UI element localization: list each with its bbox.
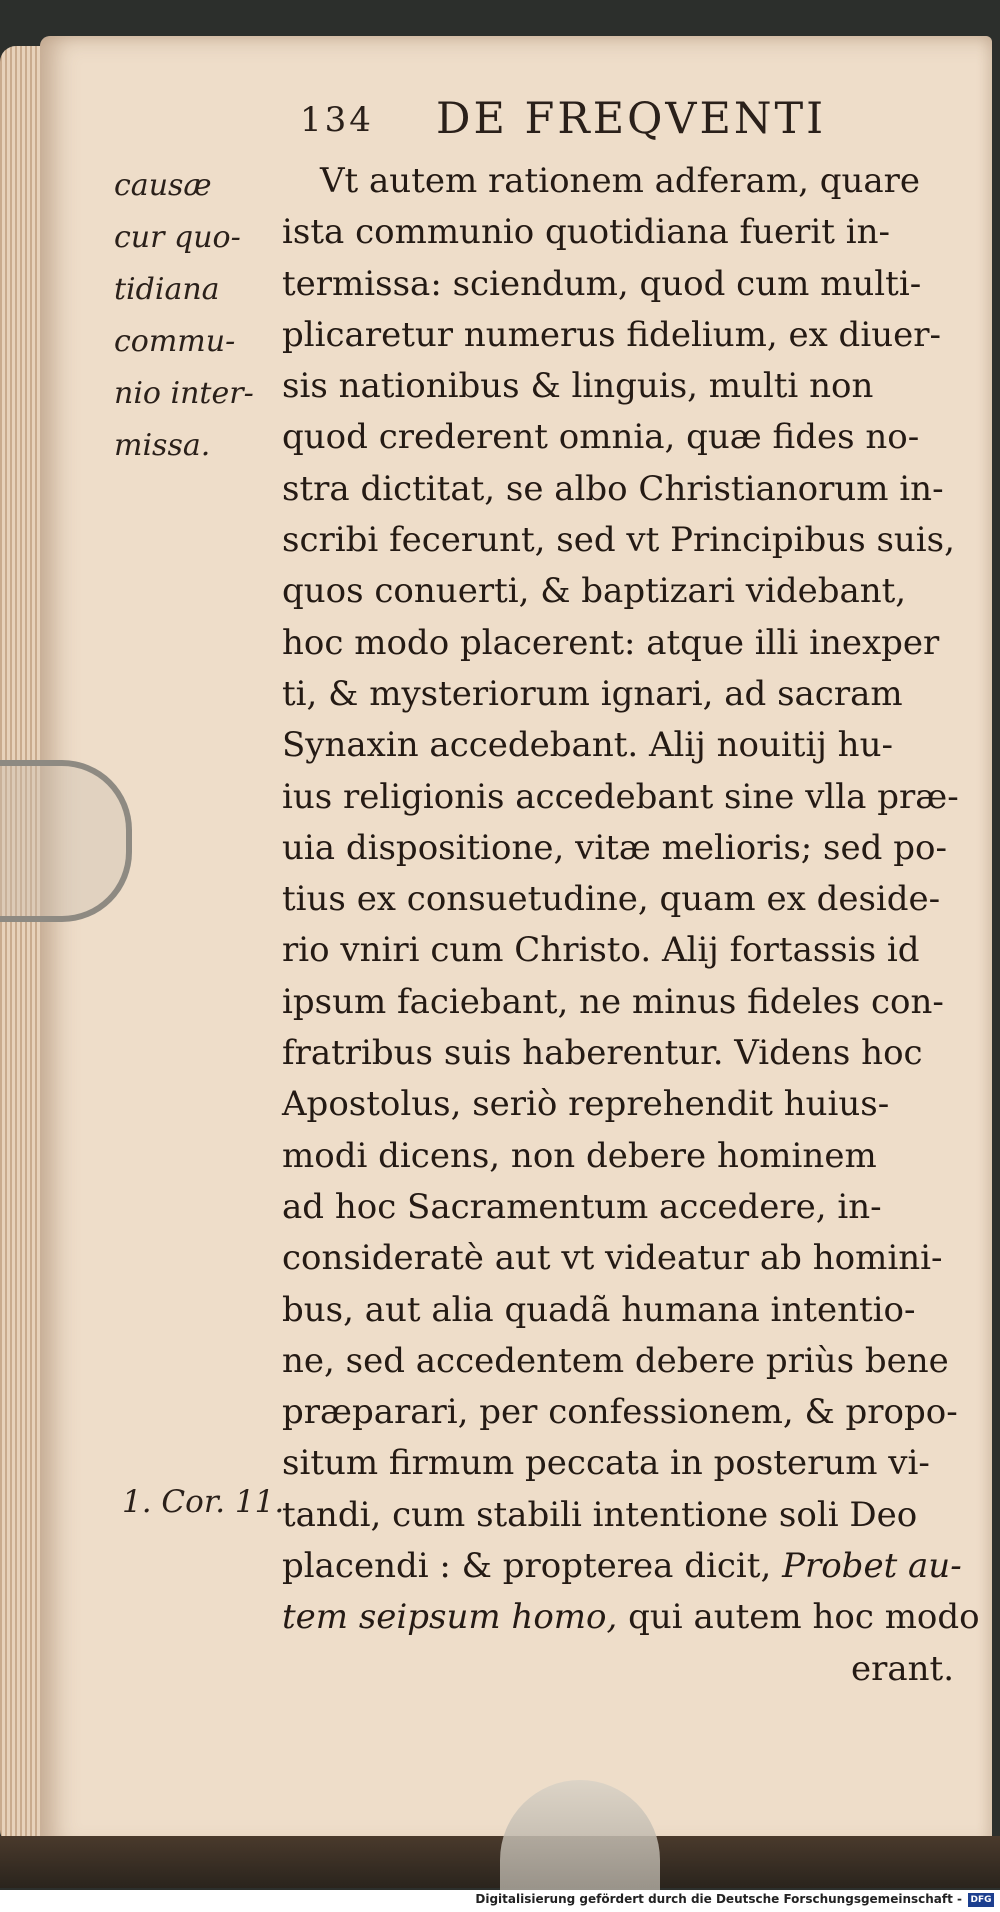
text-line: tandi, cum stabili intentione soli Deo [282, 1494, 918, 1535]
italic-quote: Probet au- [782, 1546, 962, 1587]
text-line: ne, sed accedentem debere priùs bene [282, 1340, 949, 1381]
text-line: rio vniri cum Christo. Alij fortassis id [282, 930, 920, 971]
footer-bar [0, 1890, 1000, 1912]
italic-quote: tem seipsum homo, [282, 1597, 618, 1638]
text-line: quos conuerti, & baptizari videbant, [282, 571, 907, 612]
dfg-logo: DFG [968, 1893, 994, 1907]
page-number: 134 [300, 100, 374, 140]
margin-note-line: commu- [114, 324, 236, 359]
text-line: sis nationibus & linguis, multi non [282, 366, 874, 407]
text-line: Apostolus, seriò reprehendit huius- [282, 1084, 890, 1125]
text-line: ti, & mysteriorum ignari, ad sacram [282, 673, 903, 714]
text-line: ipsum faciebant, ne minus fideles con- [282, 981, 944, 1022]
text-line: stra dictitat, se albo Christianorum in- [282, 468, 944, 509]
text-segment: qui autem hoc modo [617, 1597, 980, 1638]
text-line: præparari, per confessionem, & propo- [282, 1392, 958, 1433]
margin-note-line: missa. [114, 428, 211, 463]
margin-note-line: causæ [114, 168, 212, 203]
text-line: fratribus suis haberentur. Videns hoc [282, 1033, 923, 1074]
funding-credit: Digitalisierung gefördert durch die Deutsche Forschungsgemeinschaft - [475, 1892, 962, 1906]
text-line: scribi fecerunt, sed vt Principibus suis, [282, 520, 955, 561]
margin-note-line: nio inter- [114, 376, 254, 411]
text-line: bus, aut alia quadã humana intentio- [282, 1289, 916, 1330]
text-line: Vt autem rationem adferam, quare [320, 161, 921, 201]
catchword: erant. [850, 1648, 954, 1689]
text-line: plicaretur numerus fidelium, ex diuer- [282, 314, 941, 355]
text-line: termissa: sciendum, quod cum multi- [282, 263, 922, 304]
text-line: hoc modo placerent: atque illi inexper [282, 622, 940, 663]
running-title: DE FREQVENTI [436, 94, 827, 144]
margin-note-line: tidiana [114, 272, 220, 307]
body-text [282, 156, 980, 1695]
text-line: consideratè aut vt videatur ab homini- [282, 1238, 943, 1279]
text-line: ad hoc Sacramentum accedere, in- [282, 1186, 882, 1227]
text-line: modi dicens, non debere hominem [282, 1135, 877, 1176]
margin-reference: 1. Cor. 11. [122, 1484, 285, 1520]
catchword-line [282, 1644, 962, 1695]
text-line: Synaxin accedebant. Alij nouitij hu- [282, 725, 893, 766]
text-line [282, 1592, 980, 1643]
text-line: situm firmum peccata in posterum vi- [282, 1443, 930, 1484]
text-line: uia dispositione, vitæ melioris; sed po- [282, 827, 947, 868]
page-clip-left [0, 760, 132, 922]
text-segment: placendi : & propterea dicit, [282, 1546, 772, 1587]
text-line: ista communio quotidiana fuerit in- [282, 212, 891, 253]
margin-note-line: cur quo- [114, 220, 241, 255]
text-line [282, 1541, 962, 1592]
text-line: tius ex consuetudine, quam ex deside- [282, 879, 941, 920]
text-line: quod crederent omnia, quæ fides no- [282, 417, 920, 458]
margin-note [114, 160, 254, 472]
page-header [300, 94, 920, 150]
text-line: ius religionis accedebant sine vlla præ- [282, 776, 959, 817]
